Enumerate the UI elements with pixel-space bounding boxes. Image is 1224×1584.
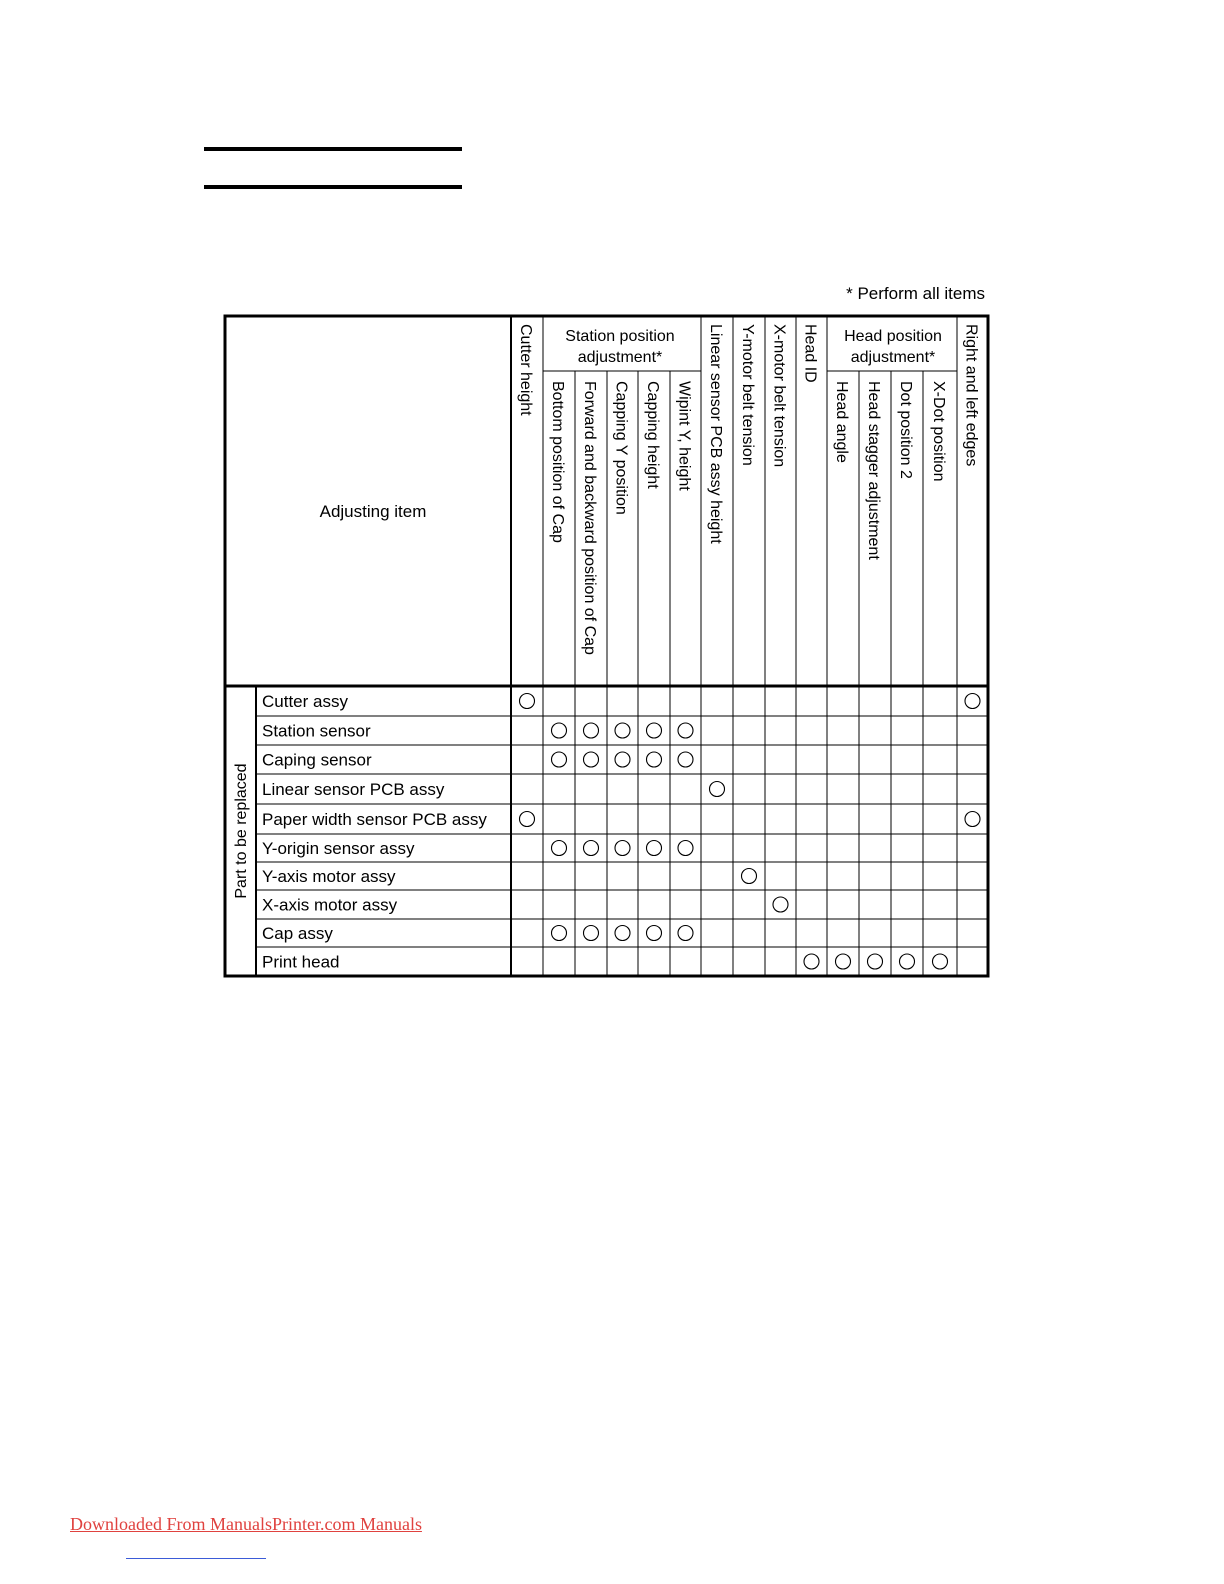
column-header-8: Y-motor belt tension bbox=[739, 324, 756, 466]
check-circle-mark bbox=[647, 926, 662, 941]
row-label-5: Paper width sensor PCB assy bbox=[262, 810, 487, 829]
check-circle-mark bbox=[965, 812, 980, 827]
column-header-13: Dot position 2 bbox=[897, 381, 914, 479]
check-circle-mark bbox=[584, 926, 599, 941]
row-label-8: X-axis motor assy bbox=[262, 895, 398, 915]
check-circle-mark bbox=[520, 694, 535, 709]
column-header-7: Linear sensor PCB assy height bbox=[707, 324, 724, 544]
column-header-9: X-motor belt tension bbox=[770, 324, 788, 468]
check-circle-mark bbox=[552, 926, 567, 941]
column-header-12: Head stagger adjustment bbox=[865, 381, 882, 560]
corner-label: Adjusting item bbox=[319, 502, 427, 521]
check-circle-mark bbox=[678, 841, 693, 856]
column-header-11: Head angle bbox=[833, 381, 850, 463]
check-circle-mark bbox=[647, 841, 662, 856]
check-circle-mark bbox=[552, 841, 567, 856]
footer-download-link[interactable]: Downloaded From ManualsPrinter.com Manuals bbox=[70, 1514, 422, 1534]
check-circle-mark bbox=[520, 812, 535, 827]
column-header-2: Bottom position of Cap bbox=[549, 381, 566, 543]
check-circle-mark bbox=[678, 926, 693, 941]
check-circle-mark bbox=[552, 723, 567, 738]
group-header-station-line2: adjustment* bbox=[577, 349, 663, 366]
column-header-15: Right and left edges bbox=[962, 324, 980, 467]
group-header-station-line1: Station position bbox=[565, 328, 675, 345]
column-header-10: Head ID bbox=[801, 324, 819, 383]
check-circle-mark bbox=[615, 841, 630, 856]
check-circle-mark bbox=[552, 752, 567, 767]
check-circle-mark bbox=[584, 723, 599, 738]
check-circle-mark bbox=[615, 723, 630, 738]
check-circle-mark bbox=[647, 723, 662, 738]
row-label-7: Y-axis motor assy bbox=[262, 867, 396, 886]
check-circle-mark bbox=[584, 752, 599, 767]
column-header-1: Cutter height bbox=[517, 324, 534, 416]
check-circle-mark bbox=[678, 752, 693, 767]
column-header-3: Forward and backward position of Cap bbox=[581, 381, 598, 655]
check-circle-mark bbox=[773, 897, 788, 912]
check-circle-mark bbox=[868, 954, 883, 969]
row-label-10: Print head bbox=[262, 952, 340, 972]
row-label-1: Cutter assy bbox=[262, 692, 348, 711]
group-header-head-line1: Head position bbox=[844, 328, 942, 345]
column-header-5: Capping height bbox=[644, 381, 661, 489]
group-header-head-line2: adjustment* bbox=[850, 349, 936, 366]
check-circle-mark bbox=[900, 954, 915, 969]
check-circle-mark bbox=[836, 954, 851, 969]
footer-rule bbox=[126, 1558, 266, 1559]
check-circle-mark bbox=[965, 694, 980, 709]
check-circle-mark bbox=[710, 782, 725, 797]
column-header-4: Capping Y position bbox=[612, 381, 630, 515]
row-label-4: Linear sensor PCB assy bbox=[262, 780, 445, 799]
check-circle-mark bbox=[615, 926, 630, 941]
check-circle-mark bbox=[584, 841, 599, 856]
row-label-3: Caping sensor bbox=[262, 750, 372, 770]
column-header-14: X-Dot position bbox=[930, 381, 947, 482]
check-circle-mark bbox=[742, 869, 757, 884]
check-circle-mark bbox=[678, 723, 693, 738]
check-circle-mark bbox=[647, 752, 662, 767]
row-label-9: Cap assy bbox=[262, 924, 333, 943]
row-group-label: Part to be replaced bbox=[233, 763, 250, 899]
table-note: * Perform all items bbox=[846, 284, 985, 303]
row-label-2: Station sensor bbox=[262, 721, 371, 741]
check-circle-mark bbox=[804, 954, 819, 969]
check-circle-mark bbox=[615, 752, 630, 767]
column-header-6: Wipint Y, height bbox=[675, 381, 693, 491]
row-label-6: Y-origin sensor assy bbox=[262, 839, 415, 858]
check-circle-mark bbox=[933, 954, 948, 969]
